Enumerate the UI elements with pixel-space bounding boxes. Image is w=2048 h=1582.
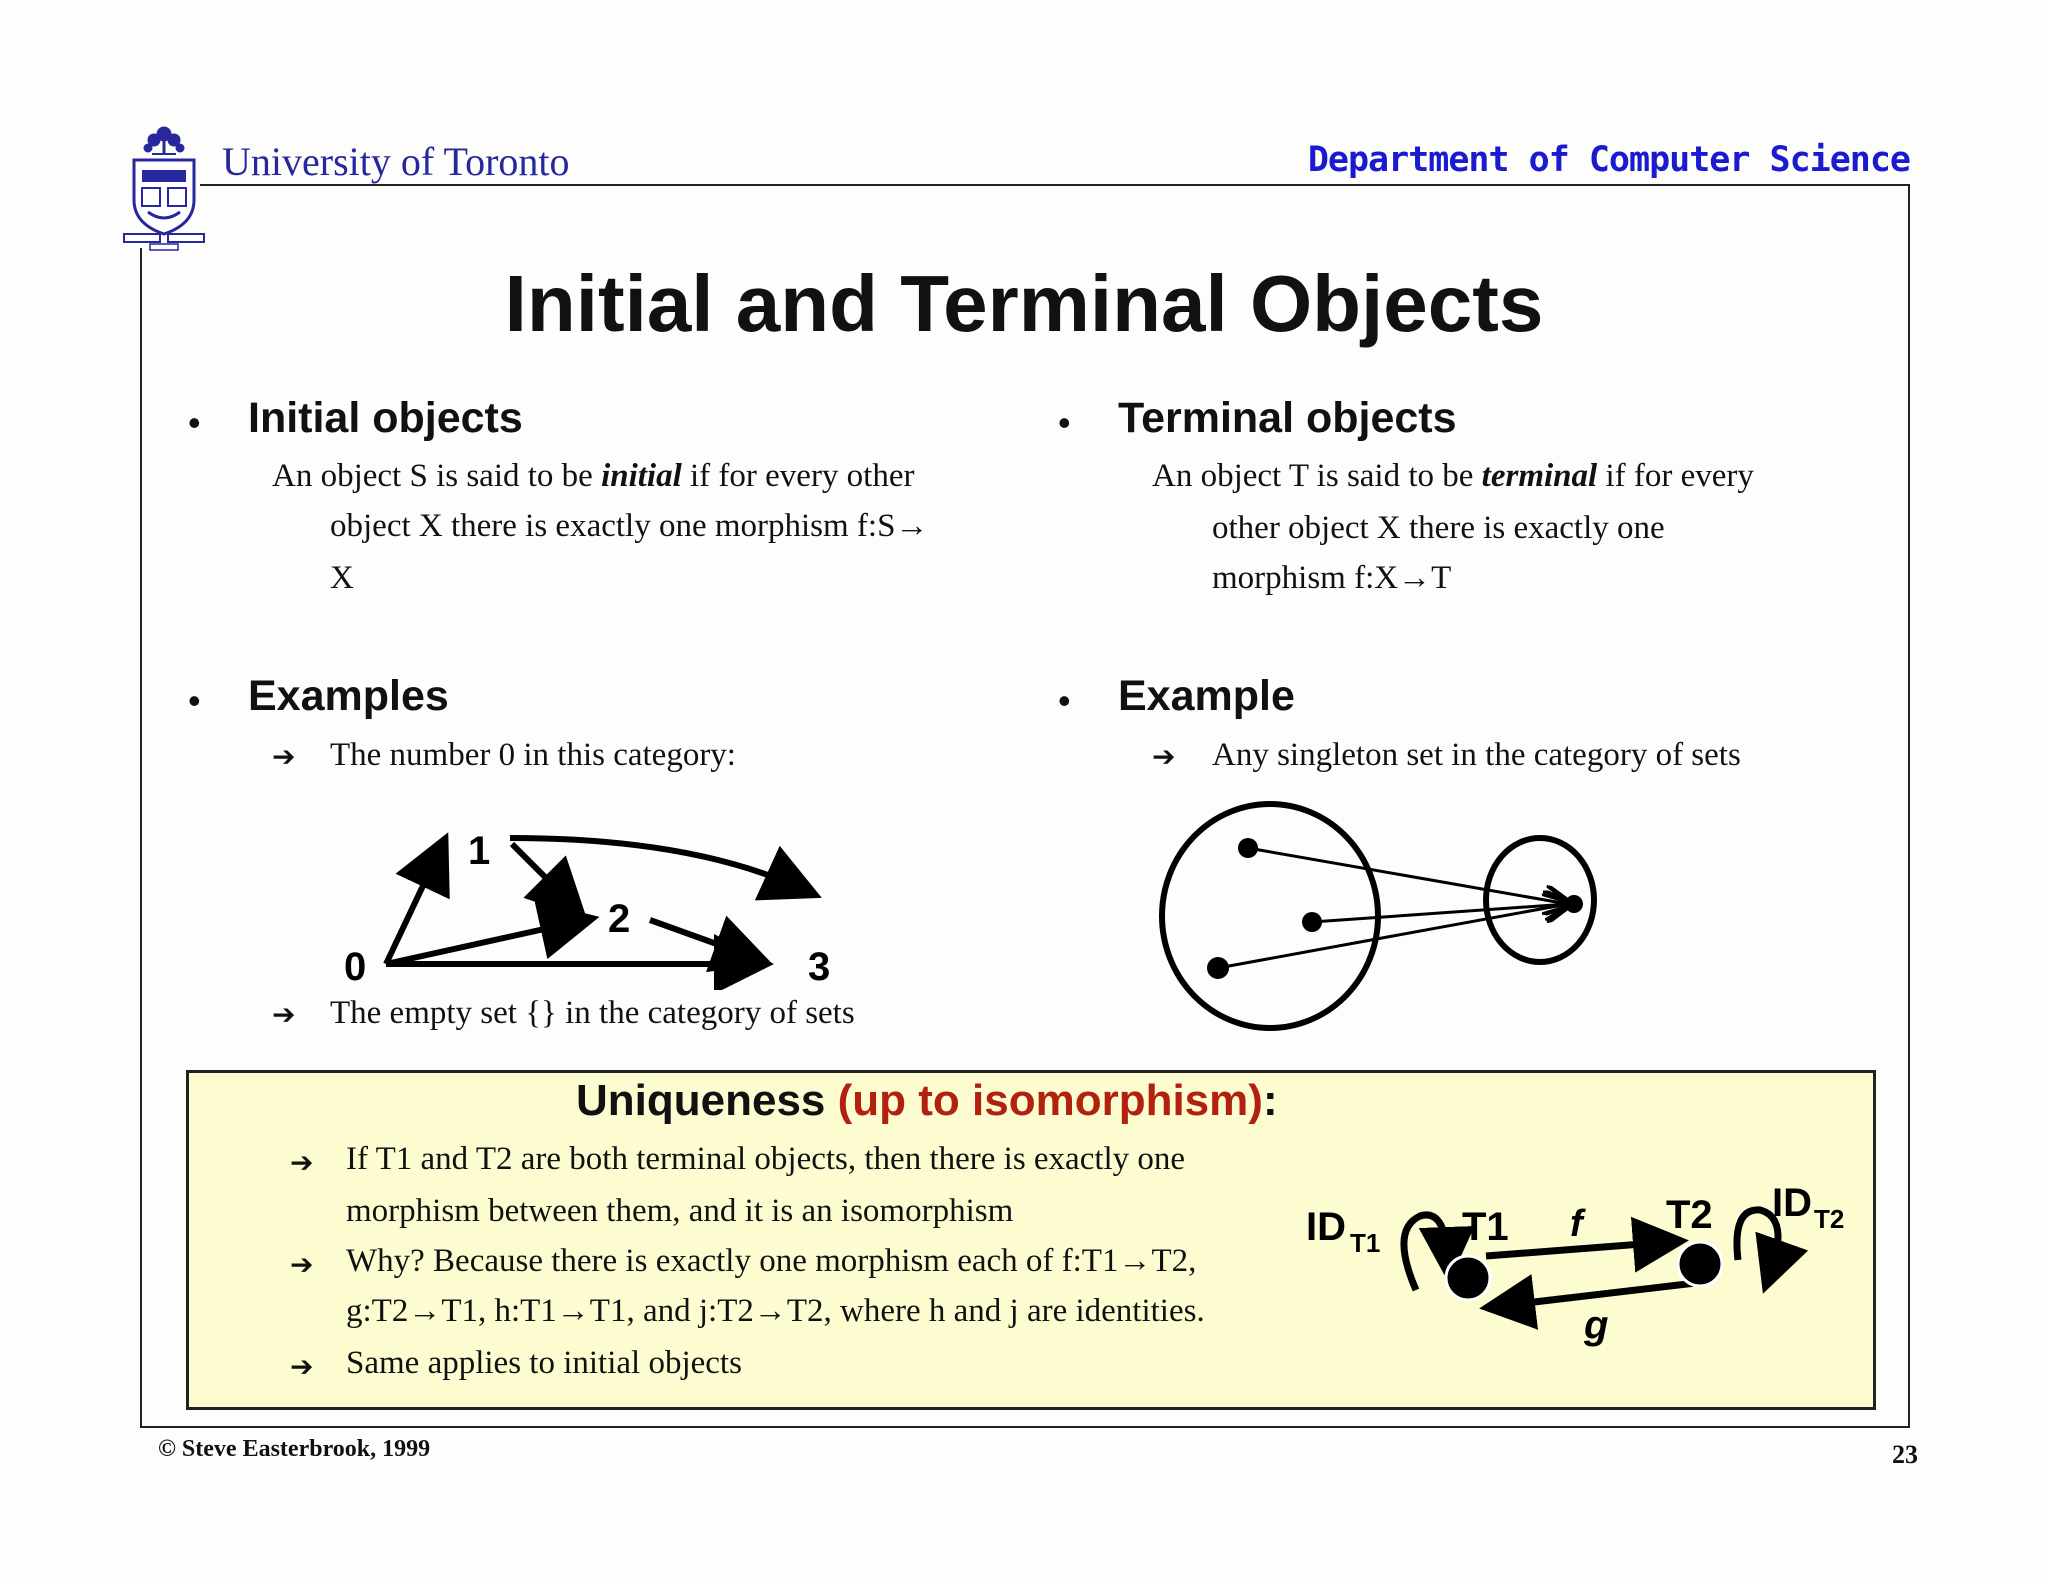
label-id-t2: ID — [1772, 1181, 1812, 1225]
identity-loop-t1 — [1404, 1215, 1448, 1290]
uniqueness-item3: Same applies to initial objects — [346, 1345, 742, 1381]
example-number-zero: The number 0 in this category: — [330, 737, 736, 773]
terminal-definition-line3: morphism f:X→T — [1212, 560, 1452, 596]
label-id-t1-sub: T1 — [1350, 1228, 1381, 1258]
bullet-example: • — [1058, 680, 1071, 721]
node-0: 0 — [344, 945, 367, 989]
heading-example: Example — [1118, 672, 1295, 720]
bullet-terminal: • — [1058, 402, 1071, 443]
arrow-bullet-icon: ➔ — [1152, 740, 1176, 773]
copyright: © Steve Easterbrook, 1999 — [158, 1436, 431, 1462]
terminal-object-diagram — [1150, 796, 1650, 1036]
element-dot — [1302, 912, 1322, 932]
label-g: g — [1584, 1303, 1609, 1347]
label-id-t1: ID — [1306, 1205, 1346, 1249]
arrow-bullet-icon: ➔ — [290, 1146, 314, 1179]
heading-examples: Examples — [248, 672, 449, 720]
node-3: 3 — [808, 945, 831, 989]
arrow-1-to-2 — [512, 844, 570, 902]
uniqueness-item1-line1: If T1 and T2 are both terminal objects, then there is exactly one — [346, 1141, 1186, 1177]
object-t2 — [1678, 1242, 1722, 1286]
arrow-bullet-icon: ➔ — [272, 740, 296, 773]
arrow-bullet-icon: ➔ — [290, 1350, 314, 1383]
example-empty-set: The empty set {} in the category of sets — [330, 995, 855, 1031]
element-dot — [1207, 957, 1229, 979]
terminal-definition-line2: other object X there is exactly one — [1212, 510, 1665, 546]
label-t1: T1 — [1462, 1205, 1509, 1249]
department-name: Department of Computer Science — [1307, 140, 1910, 180]
initial-definition-line2: object X there is exactly one morphism f:S→ — [330, 508, 929, 544]
singleton-element-dot — [1565, 895, 1583, 913]
arrow-1-to-3 — [510, 838, 800, 888]
label-t2: T2 — [1666, 1193, 1713, 1237]
bullet-initial: • — [188, 402, 201, 443]
uniqueness-item2-line2: g:T2→T1, h:T1→T1, and j:T2→T2, where h and j are identities. — [346, 1293, 1205, 1329]
frame-right-rule — [1908, 184, 1910, 1428]
uniqueness-heading: Uniqueness (up to isomorphism): — [576, 1076, 1278, 1125]
heading-initial-objects: Initial objects — [248, 394, 523, 442]
frame-left-rule — [140, 248, 142, 1428]
node-1: 1 — [468, 829, 491, 873]
source-set-ellipse — [1162, 804, 1378, 1028]
initial-object-diagram — [330, 810, 850, 990]
uniqueness-item1-line2: morphism between them, and it is an isomorphism — [346, 1193, 1014, 1229]
arrow-0-to-1 — [386, 854, 438, 964]
uniqueness-item2-line1: Why? Because there is exactly one morphism each of f:T1→T2, — [346, 1243, 1197, 1279]
isomorphism-diagram — [1300, 1170, 1860, 1356]
arrow-2-to-3 — [650, 920, 750, 956]
label-f: f — [1570, 1203, 1583, 1245]
initial-definition-line3: X — [330, 560, 354, 596]
arrow-0-to-2 — [386, 922, 576, 964]
header-rule — [200, 184, 1910, 186]
label-id-t2-sub: T2 — [1814, 1204, 1845, 1234]
slide-title: Initial and Terminal Objects — [504, 259, 1544, 348]
university-crest-logo — [120, 124, 208, 252]
arrow-bullet-icon: ➔ — [290, 1248, 314, 1281]
university-name: University of Toronto — [222, 139, 570, 184]
object-t1 — [1446, 1256, 1490, 1300]
node-2: 2 — [608, 897, 631, 941]
frame-bottom-rule — [140, 1426, 1910, 1428]
initial-definition-line1: An object S is said to be initial if for every other — [272, 458, 915, 494]
terminal-definition-line1: An object T is said to be terminal if for every — [1152, 458, 1754, 494]
example-singleton-set: Any singleton set in the category of sets — [1212, 737, 1741, 773]
element-dot — [1238, 838, 1258, 858]
heading-terminal-objects: Terminal objects — [1118, 394, 1457, 442]
arrow-bullet-icon: ➔ — [272, 998, 296, 1031]
page-number: 23 — [1892, 1440, 1918, 1469]
bullet-examples: • — [188, 680, 201, 721]
